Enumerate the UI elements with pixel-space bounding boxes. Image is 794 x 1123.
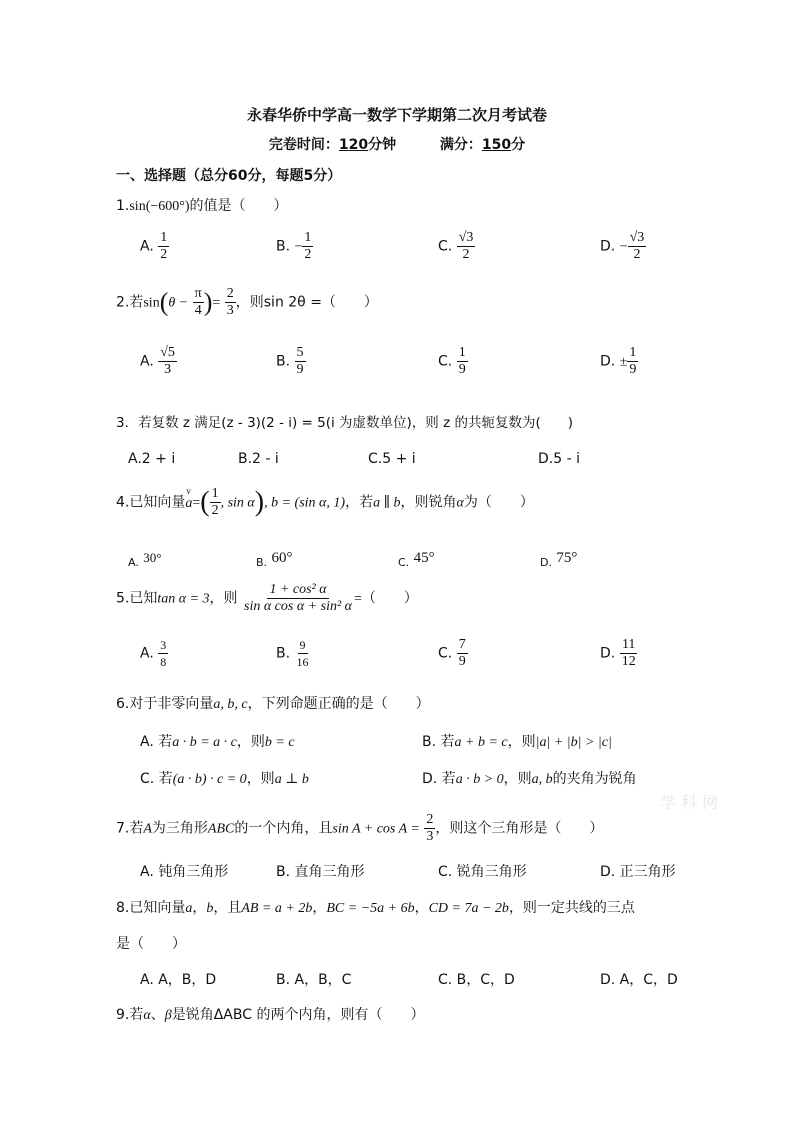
option-label: B.	[276, 238, 291, 255]
denominator: 3	[426, 829, 434, 844]
score-value: 150	[481, 137, 512, 153]
q9-suffix: 是锐角ΔABC 的两个内角，则有（ ）	[171, 1007, 425, 1023]
q3-option-c: C.5 + i	[368, 451, 416, 467]
option-label: D.	[600, 238, 616, 255]
numerator: 1	[304, 230, 312, 245]
q2-eq: =	[212, 295, 221, 311]
exam-title: 永春华侨中学高一数学下学期第二次月考试卷	[246, 106, 547, 124]
denominator: 2	[160, 247, 168, 262]
option-label: A.	[140, 353, 154, 370]
option-expr: a · b > 0	[455, 772, 504, 787]
option-label: A.	[140, 645, 154, 662]
question-6	[116, 693, 430, 713]
q2-option-a	[140, 345, 177, 378]
option-label: C.	[438, 353, 453, 370]
q6-vars: a, b, c	[213, 697, 248, 712]
fraction	[457, 230, 476, 263]
option-value: 60°	[271, 550, 293, 566]
section-heading: 一、选择题（总分60分，每题5分）	[116, 168, 342, 184]
q6-option-a	[140, 731, 295, 751]
q1-expr: sin(−600°)	[129, 199, 190, 214]
option-expr: a + b = c	[454, 735, 508, 750]
q2-option-b	[276, 345, 306, 378]
q8-mid: ，且	[213, 900, 242, 916]
numerator: 5	[296, 345, 304, 360]
q9-sep: 、	[150, 1007, 165, 1023]
q7-tri: ABC	[207, 821, 235, 837]
time-label: 完卷时间：	[268, 137, 339, 153]
q8-ab: AB = a + 2b	[241, 901, 313, 916]
q8-a: a	[185, 901, 193, 916]
q8-prefix: 8.已知向量	[116, 900, 186, 916]
q8-option-c: C. B，C，D	[438, 972, 515, 988]
q2-option-c	[438, 345, 468, 378]
q9-alpha: α	[143, 1008, 151, 1023]
numerator: √5	[160, 345, 175, 360]
watermark: 学 科 网	[660, 793, 719, 812]
option-label: A.	[128, 556, 139, 569]
q9-beta: β	[164, 1008, 172, 1023]
fraction	[193, 286, 204, 319]
q3-option-a: A.2 + i	[128, 451, 176, 467]
denominator: 8	[160, 655, 167, 669]
q7-option-b: B. 直角三角形	[276, 864, 365, 880]
q5-prefix: 5.已知	[116, 590, 158, 607]
q8-suffix: ，则一定共线的三点	[508, 900, 635, 916]
q4-alpha: α	[456, 495, 464, 511]
numerator: 9	[299, 638, 306, 652]
question-5	[116, 582, 418, 615]
option-tail: 的夹角为锐角	[552, 771, 637, 787]
fraction	[158, 230, 169, 263]
q1-option-b	[276, 230, 313, 263]
time-value: 120	[338, 137, 369, 153]
q1-option-d	[600, 230, 646, 263]
q5-option-c	[438, 637, 468, 670]
fraction	[424, 812, 435, 845]
paren-right: )	[203, 287, 213, 317]
q9-prefix: 9.若	[116, 1007, 144, 1023]
option-mid: ，则	[236, 734, 265, 750]
question-4	[116, 486, 534, 519]
option-mid: ，则	[507, 734, 536, 750]
option-label: A. 若	[140, 734, 173, 750]
q7-option-a: A. 钝角三角形	[140, 864, 229, 880]
option-conclusion: a ⊥ b	[274, 772, 309, 787]
option-label: D.	[540, 556, 552, 569]
question-3: 3．若复数 z 满足(z - 3)(2 - i) = 5(i 为虚数单位)，则 z 的共轭复数为( )	[116, 415, 574, 431]
option-conclusion: a, b	[531, 772, 553, 787]
numerator: 2	[226, 286, 234, 301]
denominator: 2	[462, 247, 470, 262]
numerator: 1	[211, 486, 219, 501]
question-1	[116, 195, 288, 215]
option-label: B.	[256, 556, 268, 569]
option-mid: ，则	[503, 771, 532, 787]
denominator: 9	[629, 362, 637, 377]
q6-prefix: 6.对于非零向量	[116, 696, 214, 712]
q4-option-c	[398, 550, 435, 570]
q7-A: A	[143, 821, 152, 837]
denominator: 2	[304, 247, 312, 262]
q7-prefix: 7.若	[116, 820, 144, 837]
denominator: 3	[226, 303, 234, 318]
fraction	[210, 486, 221, 519]
option-label: B.	[276, 645, 291, 662]
numerator: 7	[458, 637, 466, 652]
question-7	[116, 812, 603, 845]
option-label: C.	[398, 556, 410, 569]
denominator: 12	[621, 654, 636, 669]
option-label: C. 若	[140, 771, 173, 787]
q4-suffix3: 为（ ）	[463, 494, 534, 511]
denominator: 2	[211, 503, 219, 518]
q4-option-a	[128, 550, 161, 570]
numerator: √3	[458, 230, 474, 245]
q1-suffix: 的值是（ ）	[189, 198, 288, 214]
q6-suffix: ，下列命题正确的是（ ）	[247, 696, 430, 712]
q2-theta: θ −	[168, 295, 189, 311]
q7-suffix: ，则这个三角形是（ ）	[435, 820, 604, 837]
q4-eq: =	[192, 495, 201, 511]
fraction	[242, 582, 354, 615]
question-8: 8.已知向量a，b，且AB = a + 2b，BC = −5a + 6b，CD = 7a − 2b，则一定共线的三点	[116, 900, 635, 916]
score-unit: 分	[511, 137, 526, 153]
paren-left: (	[159, 287, 169, 317]
q1-prefix: 1.	[116, 198, 130, 214]
q8-option-a: A. A，B，D	[140, 972, 217, 988]
sign: −	[294, 239, 303, 255]
numerator: 3	[160, 638, 167, 652]
q3-option-b: B.2 - i	[238, 451, 279, 467]
q6-option-b	[422, 731, 612, 751]
sign: ±	[619, 354, 628, 370]
question-8-line2: 是（ ）	[116, 936, 186, 952]
q6-option-d	[422, 768, 637, 788]
fraction	[457, 345, 468, 378]
time-unit: 分钟	[368, 137, 397, 153]
q7-mid1: 为三角形	[151, 820, 208, 837]
option-label: B. 若	[422, 734, 455, 750]
numerator: 2	[426, 812, 434, 827]
option-value: 45°	[413, 550, 435, 566]
q4-prefix: 4.已知向量	[116, 494, 186, 511]
q4-a-rest: , sin α	[220, 495, 255, 511]
fraction	[225, 286, 236, 319]
numerator: 11	[621, 637, 636, 652]
denominator: 9	[296, 362, 304, 377]
fraction	[620, 637, 638, 670]
fraction	[158, 637, 168, 670]
q4-option-d	[540, 550, 577, 570]
option-expr: a · b = a · c	[172, 735, 237, 750]
q2-sin: sin	[143, 295, 160, 311]
question-9	[116, 1004, 424, 1024]
q6-option-c	[140, 768, 309, 788]
q1-option-c	[438, 230, 475, 263]
numerator: 1	[629, 345, 637, 360]
numerator: √3	[629, 230, 645, 245]
q7-option-c: C. 锐角三角形	[438, 864, 527, 880]
q2-prefix: 2.若	[116, 294, 144, 311]
q4-option-b	[256, 550, 293, 570]
option-conclusion: |a| + |b| > |c|	[535, 735, 612, 750]
q8-b: b	[206, 901, 214, 916]
q7-option-d: D. 正三角形	[600, 864, 676, 880]
option-label: A.	[140, 238, 154, 255]
option-label: B.	[276, 353, 291, 370]
q8-sep: ，	[192, 900, 207, 916]
fraction	[457, 637, 468, 670]
option-label: D.	[600, 353, 616, 370]
q3-option-d: D.5 - i	[538, 451, 580, 467]
option-label: C.	[438, 645, 453, 662]
fraction	[627, 345, 638, 378]
denominator: sin α cos α + sin² α	[244, 599, 353, 614]
option-label: D. 若	[422, 771, 456, 787]
option-mid: ，则	[246, 771, 275, 787]
paren-right: )	[254, 486, 265, 518]
denominator: 4	[194, 303, 202, 318]
q2-suffix: ，则sin 2θ =（ ）	[235, 294, 378, 311]
q7-mid2: 的一个内角，且	[234, 820, 333, 837]
numerator: π	[194, 286, 202, 301]
q8-bc: BC = −5a + 6b	[326, 901, 415, 916]
numerator: 1	[160, 230, 168, 245]
option-value: 30°	[143, 550, 162, 565]
q8-cd: CD = 7a − 2b	[428, 901, 509, 916]
numerator: 1 + cos² α	[269, 582, 327, 597]
option-expr: (a · b) · c = 0	[172, 772, 247, 787]
q5-option-b	[276, 637, 311, 670]
q5-mid: ，则	[209, 590, 238, 607]
q8-option-d: D. A，C，D	[600, 972, 678, 988]
question-2	[116, 286, 378, 319]
option-value: 75°	[556, 550, 578, 566]
q4-cond: a ∥ b	[373, 495, 401, 511]
q1-option-a	[140, 230, 169, 263]
q4-b-part: , b = (sin α, 1)	[264, 495, 346, 511]
q5-option-d	[600, 637, 638, 670]
paren-left: (	[200, 486, 210, 518]
vector-a: v a	[185, 496, 192, 512]
numerator: 1	[458, 345, 466, 360]
exam-subtitle	[0, 134, 794, 154]
q8-option-b: B. A，B，C	[276, 972, 352, 988]
score-label: 满分：	[439, 137, 482, 153]
option-conclusion: b = c	[264, 735, 295, 750]
q2-option-d	[600, 345, 638, 378]
option-label: D.	[600, 645, 616, 662]
denominator: 16	[296, 655, 309, 669]
q5-option-a	[140, 637, 168, 670]
denominator: 9	[458, 362, 466, 377]
q5-given: tan α = 3	[157, 591, 210, 607]
fraction	[628, 230, 647, 263]
q4-suffix1: ，若	[345, 494, 374, 511]
fraction	[302, 230, 313, 263]
q5-suffix: =（ ）	[354, 591, 418, 607]
denominator: 2	[633, 247, 641, 262]
option-label: C.	[438, 238, 453, 255]
denominator: 9	[458, 654, 466, 669]
denominator: 3	[164, 362, 172, 377]
q7-expr: sin A + cos A =	[332, 821, 420, 837]
fraction	[158, 345, 177, 378]
q4-suffix2: ，则锐角	[400, 494, 457, 511]
fraction	[295, 345, 306, 378]
fraction	[295, 637, 311, 670]
sign: −	[619, 239, 628, 255]
